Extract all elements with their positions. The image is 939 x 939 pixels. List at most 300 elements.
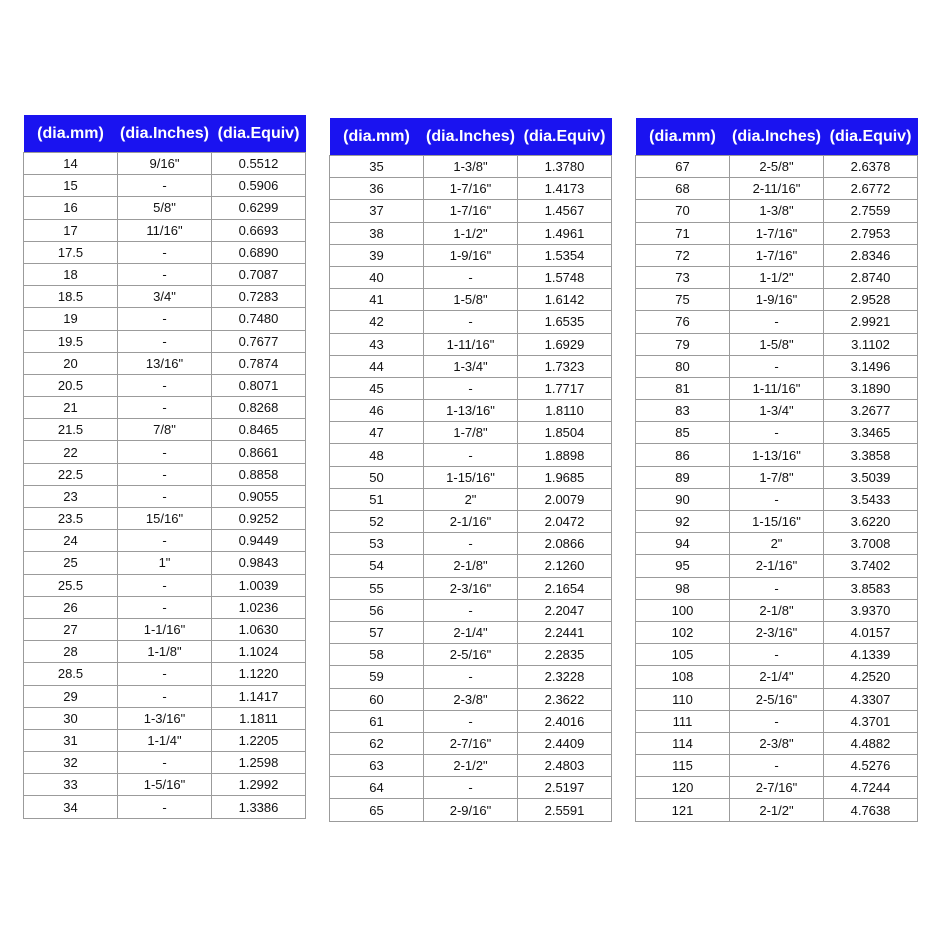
table-row bbox=[636, 710, 918, 732]
cell-dia-inches: - bbox=[730, 355, 824, 377]
cell-dia-mm: 115 bbox=[636, 755, 730, 777]
cell-dia-mm: 20.5 bbox=[24, 374, 118, 396]
cell-dia-equiv: 3.2677 bbox=[824, 400, 918, 422]
header-dia-equiv: (dia.Equiv) bbox=[824, 118, 918, 156]
table-row bbox=[330, 511, 612, 533]
table-row bbox=[330, 710, 612, 732]
cell-dia-inches: - bbox=[118, 663, 212, 685]
cell-dia-inches: 1-1/16" bbox=[118, 618, 212, 640]
cell-dia-inches: 9/16" bbox=[118, 153, 212, 175]
cell-dia-mm: 26 bbox=[24, 596, 118, 618]
cell-dia-mm: 114 bbox=[636, 732, 730, 754]
cell-dia-mm: 16 bbox=[24, 197, 118, 219]
table-row bbox=[636, 799, 918, 821]
table-row bbox=[330, 156, 612, 178]
cell-dia-mm: 43 bbox=[330, 333, 424, 355]
table-row bbox=[636, 777, 918, 799]
cell-dia-mm: 34 bbox=[24, 796, 118, 818]
cell-dia-mm: 14 bbox=[24, 153, 118, 175]
cell-dia-equiv: 1.2205 bbox=[212, 729, 306, 751]
cell-dia-inches: 1-1/8" bbox=[118, 641, 212, 663]
cell-dia-equiv: 0.9055 bbox=[212, 485, 306, 507]
table-row bbox=[330, 377, 612, 399]
cell-dia-equiv: 0.5906 bbox=[212, 175, 306, 197]
cell-dia-equiv: 1.4567 bbox=[518, 200, 612, 222]
cell-dia-equiv: 0.6299 bbox=[212, 197, 306, 219]
header-dia-equiv: (dia.Equiv) bbox=[212, 115, 306, 153]
cell-dia-equiv: 0.8858 bbox=[212, 463, 306, 485]
cell-dia-inches: - bbox=[730, 577, 824, 599]
table-row bbox=[330, 577, 612, 599]
cell-dia-inches: 1-7/8" bbox=[730, 466, 824, 488]
cell-dia-equiv: 1.3780 bbox=[518, 156, 612, 178]
cell-dia-mm: 41 bbox=[330, 289, 424, 311]
cell-dia-inches: 2-3/8" bbox=[424, 688, 518, 710]
cell-dia-inches: - bbox=[118, 397, 212, 419]
cell-dia-mm: 121 bbox=[636, 799, 730, 821]
cell-dia-mm: 120 bbox=[636, 777, 730, 799]
cell-dia-inches: 13/16" bbox=[118, 352, 212, 374]
conversion-table-1 bbox=[23, 115, 306, 819]
cell-dia-inches: 1-5/8" bbox=[424, 289, 518, 311]
cell-dia-mm: 57 bbox=[330, 621, 424, 643]
cell-dia-equiv: 2.7559 bbox=[824, 200, 918, 222]
header-row bbox=[636, 118, 918, 156]
table-row bbox=[24, 752, 306, 774]
cell-dia-inches: 1-1/2" bbox=[424, 222, 518, 244]
cell-dia-equiv: 0.9449 bbox=[212, 530, 306, 552]
cell-dia-mm: 15 bbox=[24, 175, 118, 197]
cell-dia-inches: 1-11/16" bbox=[730, 377, 824, 399]
cell-dia-mm: 47 bbox=[330, 422, 424, 444]
cell-dia-mm: 28 bbox=[24, 641, 118, 663]
header-dia-mm: (dia.mm) bbox=[330, 118, 424, 156]
cell-dia-mm: 37 bbox=[330, 200, 424, 222]
cell-dia-equiv: 1.8110 bbox=[518, 400, 612, 422]
cell-dia-inches: - bbox=[424, 710, 518, 732]
cell-dia-mm: 24 bbox=[24, 530, 118, 552]
cell-dia-inches: - bbox=[118, 530, 212, 552]
cell-dia-inches: - bbox=[424, 666, 518, 688]
cell-dia-equiv: 4.2520 bbox=[824, 666, 918, 688]
cell-dia-equiv: 2.4016 bbox=[518, 710, 612, 732]
cell-dia-equiv: 1.5748 bbox=[518, 266, 612, 288]
cell-dia-equiv: 1.7323 bbox=[518, 355, 612, 377]
cell-dia-mm: 19 bbox=[24, 308, 118, 330]
cell-dia-equiv: 1.1811 bbox=[212, 707, 306, 729]
cell-dia-inches: - bbox=[424, 599, 518, 621]
cell-dia-equiv: 1.3386 bbox=[212, 796, 306, 818]
table-row bbox=[330, 644, 612, 666]
cell-dia-mm: 22.5 bbox=[24, 463, 118, 485]
cell-dia-equiv: 2.2835 bbox=[518, 644, 612, 666]
cell-dia-mm: 72 bbox=[636, 244, 730, 266]
table-row bbox=[330, 666, 612, 688]
cell-dia-mm: 81 bbox=[636, 377, 730, 399]
cell-dia-inches: - bbox=[118, 463, 212, 485]
cell-dia-mm: 54 bbox=[330, 555, 424, 577]
header-dia-inches: (dia.Inches) bbox=[424, 118, 518, 156]
cell-dia-equiv: 2.6772 bbox=[824, 178, 918, 200]
cell-dia-inches: 1-9/16" bbox=[730, 289, 824, 311]
cell-dia-mm: 80 bbox=[636, 355, 730, 377]
table-row bbox=[330, 222, 612, 244]
table-row bbox=[330, 355, 612, 377]
cell-dia-inches: - bbox=[118, 374, 212, 396]
header-dia-mm: (dia.mm) bbox=[636, 118, 730, 156]
cell-dia-mm: 95 bbox=[636, 555, 730, 577]
table-row bbox=[636, 333, 918, 355]
cell-dia-equiv: 2.0472 bbox=[518, 511, 612, 533]
cell-dia-inches: 2-7/16" bbox=[424, 732, 518, 754]
cell-dia-mm: 67 bbox=[636, 156, 730, 178]
cell-dia-inches: 1-7/16" bbox=[424, 200, 518, 222]
table-row bbox=[24, 263, 306, 285]
cell-dia-equiv: 1.1024 bbox=[212, 641, 306, 663]
table-row bbox=[330, 244, 612, 266]
table-row bbox=[330, 311, 612, 333]
table-row bbox=[636, 488, 918, 510]
cell-dia-mm: 22 bbox=[24, 441, 118, 463]
cell-dia-inches: 2" bbox=[730, 533, 824, 555]
cell-dia-equiv: 2.5591 bbox=[518, 799, 612, 821]
table-row bbox=[636, 732, 918, 754]
cell-dia-inches: 3/4" bbox=[118, 286, 212, 308]
cell-dia-equiv: 2.9528 bbox=[824, 289, 918, 311]
cell-dia-inches: 2-1/4" bbox=[424, 621, 518, 643]
cell-dia-mm: 60 bbox=[330, 688, 424, 710]
cell-dia-inches: - bbox=[730, 311, 824, 333]
cell-dia-equiv: 0.7283 bbox=[212, 286, 306, 308]
table-row bbox=[330, 799, 612, 821]
cell-dia-inches: - bbox=[424, 311, 518, 333]
cell-dia-mm: 19.5 bbox=[24, 330, 118, 352]
cell-dia-inches: 1-3/8" bbox=[424, 156, 518, 178]
header-dia-equiv: (dia.Equiv) bbox=[518, 118, 612, 156]
cell-dia-mm: 111 bbox=[636, 710, 730, 732]
cell-dia-inches: - bbox=[424, 377, 518, 399]
table-row bbox=[24, 286, 306, 308]
cell-dia-mm: 68 bbox=[636, 178, 730, 200]
table-row bbox=[636, 644, 918, 666]
cell-dia-mm: 21 bbox=[24, 397, 118, 419]
table-row bbox=[24, 197, 306, 219]
table-row bbox=[24, 374, 306, 396]
table-row bbox=[24, 308, 306, 330]
cell-dia-equiv: 0.8268 bbox=[212, 397, 306, 419]
table-row bbox=[24, 485, 306, 507]
cell-dia-mm: 17.5 bbox=[24, 241, 118, 263]
cell-dia-inches: - bbox=[730, 422, 824, 444]
cell-dia-equiv: 1.5354 bbox=[518, 244, 612, 266]
cell-dia-mm: 38 bbox=[330, 222, 424, 244]
table-row bbox=[330, 599, 612, 621]
cell-dia-equiv: 2.1654 bbox=[518, 577, 612, 599]
cell-dia-inches: 1-7/16" bbox=[730, 222, 824, 244]
cell-dia-equiv: 3.5433 bbox=[824, 488, 918, 510]
cell-dia-inches: 7/8" bbox=[118, 419, 212, 441]
cell-dia-mm: 56 bbox=[330, 599, 424, 621]
cell-dia-equiv: 3.3465 bbox=[824, 422, 918, 444]
cell-dia-equiv: 3.8583 bbox=[824, 577, 918, 599]
cell-dia-inches: - bbox=[118, 752, 212, 774]
table-row bbox=[636, 599, 918, 621]
cell-dia-mm: 32 bbox=[24, 752, 118, 774]
table-row bbox=[636, 244, 918, 266]
cell-dia-equiv: 2.4803 bbox=[518, 755, 612, 777]
cell-dia-mm: 55 bbox=[330, 577, 424, 599]
cell-dia-equiv: 1.1220 bbox=[212, 663, 306, 685]
cell-dia-inches: - bbox=[118, 241, 212, 263]
cell-dia-equiv: 2.0866 bbox=[518, 533, 612, 555]
table-row bbox=[330, 533, 612, 555]
cell-dia-mm: 79 bbox=[636, 333, 730, 355]
cell-dia-inches: 2-3/16" bbox=[730, 621, 824, 643]
cell-dia-mm: 52 bbox=[330, 511, 424, 533]
table-row bbox=[636, 422, 918, 444]
table-row bbox=[330, 488, 612, 510]
table-row bbox=[330, 621, 612, 643]
cell-dia-mm: 46 bbox=[330, 400, 424, 422]
table-row bbox=[24, 641, 306, 663]
cell-dia-mm: 94 bbox=[636, 533, 730, 555]
cell-dia-equiv: 1.9685 bbox=[518, 466, 612, 488]
cell-dia-inches: 15/16" bbox=[118, 508, 212, 530]
cell-dia-inches: 2-5/16" bbox=[424, 644, 518, 666]
cell-dia-mm: 86 bbox=[636, 444, 730, 466]
cell-dia-mm: 30 bbox=[24, 707, 118, 729]
cell-dia-inches: 1-11/16" bbox=[424, 333, 518, 355]
cell-dia-equiv: 2.9921 bbox=[824, 311, 918, 333]
cell-dia-inches: - bbox=[424, 533, 518, 555]
cell-dia-inches: 1-3/4" bbox=[730, 400, 824, 422]
cell-dia-inches: - bbox=[424, 444, 518, 466]
cell-dia-inches: 1" bbox=[118, 552, 212, 574]
cell-dia-equiv: 2.3622 bbox=[518, 688, 612, 710]
cell-dia-mm: 90 bbox=[636, 488, 730, 510]
header-row bbox=[330, 118, 612, 156]
cell-dia-equiv: 1.0630 bbox=[212, 618, 306, 640]
cell-dia-equiv: 1.7717 bbox=[518, 377, 612, 399]
cell-dia-equiv: 3.9370 bbox=[824, 599, 918, 621]
cell-dia-mm: 36 bbox=[330, 178, 424, 200]
cell-dia-equiv: 1.6929 bbox=[518, 333, 612, 355]
table-row bbox=[636, 156, 918, 178]
cell-dia-inches: - bbox=[730, 644, 824, 666]
cell-dia-equiv: 0.7677 bbox=[212, 330, 306, 352]
cell-dia-inches: 2-7/16" bbox=[730, 777, 824, 799]
cell-dia-inches: 2-1/2" bbox=[730, 799, 824, 821]
cell-dia-mm: 31 bbox=[24, 729, 118, 751]
cell-dia-equiv: 1.4961 bbox=[518, 222, 612, 244]
cell-dia-equiv: 2.4409 bbox=[518, 732, 612, 754]
cell-dia-mm: 70 bbox=[636, 200, 730, 222]
cell-dia-inches: - bbox=[730, 755, 824, 777]
cell-dia-inches: 1-7/8" bbox=[424, 422, 518, 444]
table-row bbox=[24, 774, 306, 796]
cell-dia-inches: 2" bbox=[424, 488, 518, 510]
table-row bbox=[330, 333, 612, 355]
cell-dia-inches: - bbox=[118, 330, 212, 352]
table-row bbox=[636, 755, 918, 777]
cell-dia-inches: 1-3/8" bbox=[730, 200, 824, 222]
cell-dia-inches: 1-5/8" bbox=[730, 333, 824, 355]
table-row bbox=[330, 555, 612, 577]
cell-dia-mm: 23 bbox=[24, 485, 118, 507]
cell-dia-inches: - bbox=[424, 777, 518, 799]
cell-dia-equiv: 1.0039 bbox=[212, 574, 306, 596]
table-row bbox=[330, 444, 612, 466]
cell-dia-inches: 2-5/8" bbox=[730, 156, 824, 178]
cell-dia-equiv: 3.6220 bbox=[824, 511, 918, 533]
table-row bbox=[24, 463, 306, 485]
cell-dia-mm: 53 bbox=[330, 533, 424, 555]
cell-dia-inches: 1-15/16" bbox=[424, 466, 518, 488]
table-row bbox=[636, 200, 918, 222]
table-row bbox=[24, 419, 306, 441]
cell-dia-mm: 29 bbox=[24, 685, 118, 707]
cell-dia-equiv: 4.1339 bbox=[824, 644, 918, 666]
table-row bbox=[330, 755, 612, 777]
table-row bbox=[636, 466, 918, 488]
cell-dia-mm: 76 bbox=[636, 311, 730, 333]
table-row bbox=[24, 241, 306, 263]
table-row bbox=[636, 666, 918, 688]
cell-dia-equiv: 4.0157 bbox=[824, 621, 918, 643]
cell-dia-inches: - bbox=[424, 266, 518, 288]
cell-dia-inches: 1-1/4" bbox=[118, 729, 212, 751]
cell-dia-equiv: 1.6535 bbox=[518, 311, 612, 333]
cell-dia-mm: 75 bbox=[636, 289, 730, 311]
cell-dia-equiv: 2.5197 bbox=[518, 777, 612, 799]
conversion-table-3 bbox=[635, 118, 918, 822]
cell-dia-inches: 1-9/16" bbox=[424, 244, 518, 266]
cell-dia-mm: 89 bbox=[636, 466, 730, 488]
table-row bbox=[24, 685, 306, 707]
cell-dia-inches: 2-1/16" bbox=[424, 511, 518, 533]
cell-dia-mm: 50 bbox=[330, 466, 424, 488]
cell-dia-mm: 40 bbox=[330, 266, 424, 288]
cell-dia-equiv: 3.7008 bbox=[824, 533, 918, 555]
cell-dia-mm: 61 bbox=[330, 710, 424, 732]
cell-dia-inches: 1-3/16" bbox=[118, 707, 212, 729]
cell-dia-mm: 62 bbox=[330, 732, 424, 754]
table-row bbox=[330, 422, 612, 444]
cell-dia-equiv: 1.2598 bbox=[212, 752, 306, 774]
cell-dia-inches: 5/8" bbox=[118, 197, 212, 219]
cell-dia-inches: - bbox=[118, 574, 212, 596]
cell-dia-inches: 1-15/16" bbox=[730, 511, 824, 533]
cell-dia-mm: 105 bbox=[636, 644, 730, 666]
cell-dia-mm: 27 bbox=[24, 618, 118, 640]
cell-dia-mm: 48 bbox=[330, 444, 424, 466]
table-row bbox=[24, 441, 306, 463]
table-row bbox=[636, 222, 918, 244]
cell-dia-mm: 85 bbox=[636, 422, 730, 444]
cell-dia-equiv: 3.1102 bbox=[824, 333, 918, 355]
header-row bbox=[24, 115, 306, 153]
cell-dia-inches: 2-9/16" bbox=[424, 799, 518, 821]
cell-dia-mm: 65 bbox=[330, 799, 424, 821]
cell-dia-mm: 25 bbox=[24, 552, 118, 574]
table-row bbox=[636, 444, 918, 466]
cell-dia-equiv: 3.1890 bbox=[824, 377, 918, 399]
cell-dia-inches: - bbox=[118, 175, 212, 197]
cell-dia-mm: 28.5 bbox=[24, 663, 118, 685]
cell-dia-mm: 63 bbox=[330, 755, 424, 777]
table-row bbox=[24, 707, 306, 729]
cell-dia-mm: 18 bbox=[24, 263, 118, 285]
cell-dia-mm: 42 bbox=[330, 311, 424, 333]
table-row bbox=[24, 618, 306, 640]
table-row bbox=[24, 397, 306, 419]
cell-dia-mm: 71 bbox=[636, 222, 730, 244]
cell-dia-equiv: 1.6142 bbox=[518, 289, 612, 311]
table-row bbox=[330, 289, 612, 311]
cell-dia-mm: 98 bbox=[636, 577, 730, 599]
cell-dia-equiv: 3.3858 bbox=[824, 444, 918, 466]
table-row bbox=[24, 175, 306, 197]
table-row bbox=[636, 555, 918, 577]
cell-dia-equiv: 1.0236 bbox=[212, 596, 306, 618]
cell-dia-inches: - bbox=[118, 796, 212, 818]
cell-dia-equiv: 0.8071 bbox=[212, 374, 306, 396]
table-row bbox=[636, 377, 918, 399]
cell-dia-equiv: 0.5512 bbox=[212, 153, 306, 175]
table-row bbox=[636, 178, 918, 200]
table-row bbox=[636, 311, 918, 333]
cell-dia-equiv: 4.7244 bbox=[824, 777, 918, 799]
table-row bbox=[636, 577, 918, 599]
cell-dia-mm: 23.5 bbox=[24, 508, 118, 530]
table-row bbox=[24, 729, 306, 751]
cell-dia-equiv: 4.3701 bbox=[824, 710, 918, 732]
cell-dia-inches: 1-13/16" bbox=[424, 400, 518, 422]
cell-dia-inches: 1-1/2" bbox=[730, 266, 824, 288]
cell-dia-equiv: 0.8661 bbox=[212, 441, 306, 463]
cell-dia-inches: 2-1/8" bbox=[730, 599, 824, 621]
cell-dia-equiv: 0.7087 bbox=[212, 263, 306, 285]
cell-dia-equiv: 1.1417 bbox=[212, 685, 306, 707]
cell-dia-equiv: 2.3228 bbox=[518, 666, 612, 688]
table-row bbox=[24, 352, 306, 374]
table-row bbox=[636, 688, 918, 710]
cell-dia-equiv: 2.6378 bbox=[824, 156, 918, 178]
cell-dia-inches: 2-3/16" bbox=[424, 577, 518, 599]
table-row bbox=[636, 621, 918, 643]
table-row bbox=[330, 466, 612, 488]
table-row bbox=[24, 219, 306, 241]
cell-dia-inches: - bbox=[118, 263, 212, 285]
cell-dia-equiv: 2.2441 bbox=[518, 621, 612, 643]
table-row bbox=[636, 533, 918, 555]
table-row bbox=[24, 574, 306, 596]
table-row bbox=[330, 200, 612, 222]
table-row bbox=[330, 178, 612, 200]
cell-dia-inches: - bbox=[118, 685, 212, 707]
cell-dia-mm: 51 bbox=[330, 488, 424, 510]
table-row bbox=[24, 663, 306, 685]
cell-dia-equiv: 2.7953 bbox=[824, 222, 918, 244]
cell-dia-equiv: 4.3307 bbox=[824, 688, 918, 710]
cell-dia-equiv: 0.7874 bbox=[212, 352, 306, 374]
cell-dia-inches: 2-1/2" bbox=[424, 755, 518, 777]
cell-dia-mm: 83 bbox=[636, 400, 730, 422]
cell-dia-inches: - bbox=[730, 488, 824, 510]
cell-dia-mm: 35 bbox=[330, 156, 424, 178]
table-row bbox=[24, 508, 306, 530]
table-row bbox=[24, 530, 306, 552]
